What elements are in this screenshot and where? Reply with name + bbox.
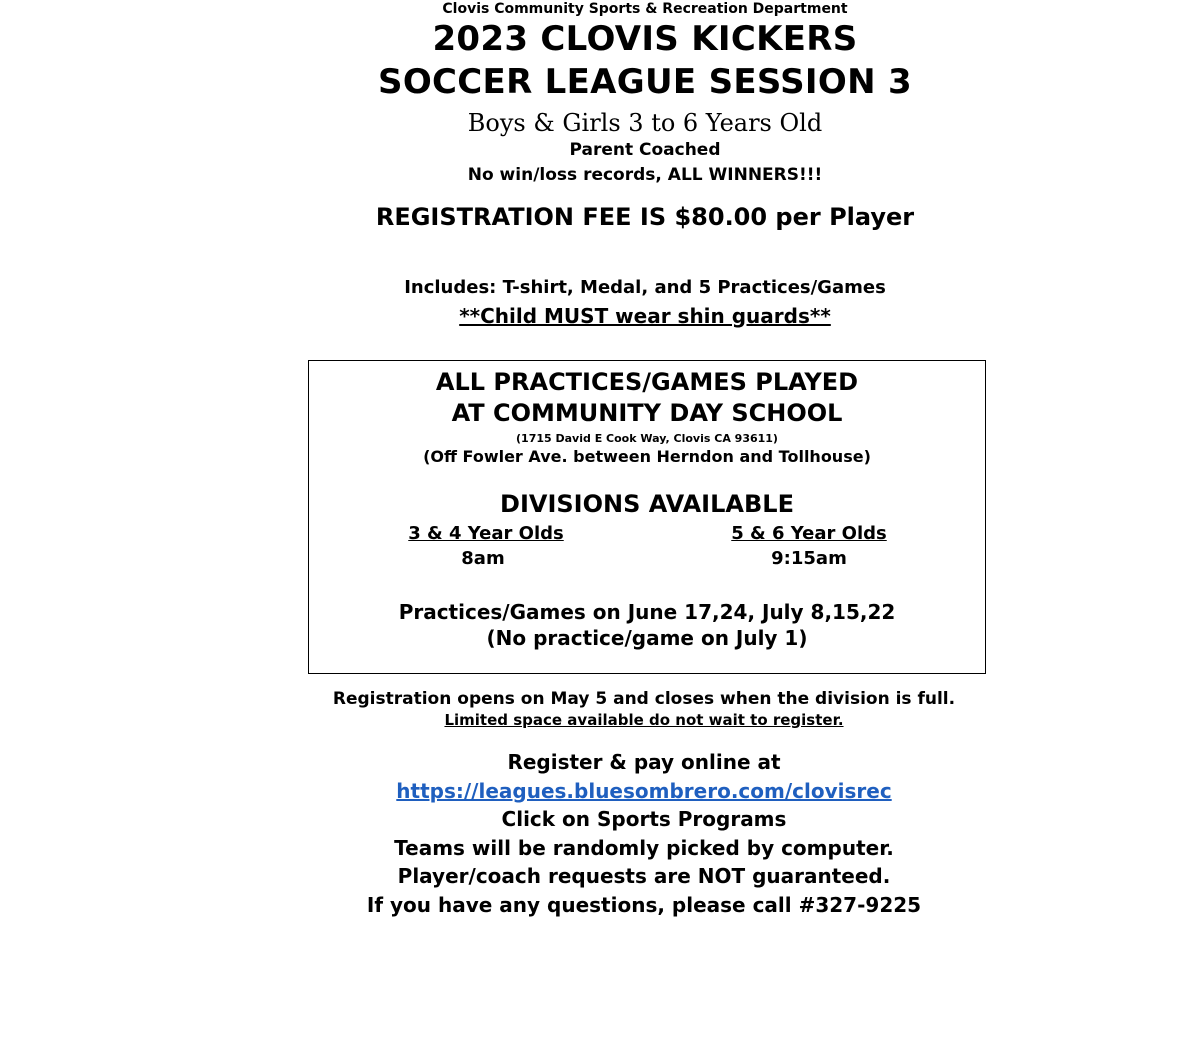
online-registration [0, 748, 1177, 919]
division-time: 9:15am [771, 548, 847, 569]
registration-link[interactable]: https://leagues.bluesombrero.com/clovisrec [396, 778, 892, 803]
questions-phone-text: If you have any questions, please call #327-9225 [366, 892, 922, 917]
random-teams-text: Teams will be randomly picked by computer. [394, 835, 894, 860]
registration-info [0, 688, 1177, 730]
requests-note: Player/coach requests are NOT guaranteed. [397, 864, 891, 888]
department-name: Clovis Community Sports & Recreation Department [442, 1, 848, 17]
register-online-text: Register & pay online at [507, 750, 781, 774]
title-line-2: SOCCER LEAGUE SESSION 3 [378, 62, 912, 102]
no-practice-note: (No practice/game on July 1) [486, 626, 808, 650]
division-item [699, 521, 919, 571]
includes-text: Includes: T-shirt, Medal, and 5 Practices/Games [404, 277, 886, 298]
title-line-1: 2023 CLOVIS KICKERS [432, 19, 858, 59]
sports-programs-text: Click on Sports Programs [501, 807, 787, 831]
division-time: 8am [461, 548, 505, 569]
divisions-heading: DIVISIONS AVAILABLE [500, 490, 794, 518]
location-heading-1: ALL PRACTICES/GAMES PLAYED [435, 368, 859, 396]
registration-fee: REGISTRATION FEE IS $80.00 per Player [375, 203, 915, 231]
shin-guards-note: **Child MUST wear shin guards** [459, 304, 831, 328]
parent-coached-text: Parent Coached [569, 140, 721, 160]
limited-space-text: Limited space available do not wait to register. [444, 711, 844, 729]
registration-opens-text: Registration opens on May 5 and closes when the division is full. [332, 689, 956, 709]
school-directions: (Off Fowler Ave. between Herndon and Tollhouse) [423, 447, 871, 466]
no-records-text: No win/loss records, ALL WINNERS!!! [467, 165, 823, 185]
location-heading-2: AT COMMUNITY DAY SCHOOL [451, 399, 843, 427]
age-subtitle: Boys & Girls 3 to 6 Years Old [467, 109, 823, 137]
school-address: (1715 David E Cook Way, Clovis CA 93611) [516, 432, 778, 445]
divisions-list [309, 521, 985, 573]
location-info-box [308, 360, 986, 674]
flyer-page [0, 0, 1177, 330]
practice-dates: Practices/Games on June 17,24, July 8,15,22 [398, 600, 896, 624]
division-name: 5 & 6 Year Olds [731, 523, 887, 544]
division-item [376, 521, 596, 571]
division-name: 3 & 4 Year Olds [408, 523, 564, 544]
